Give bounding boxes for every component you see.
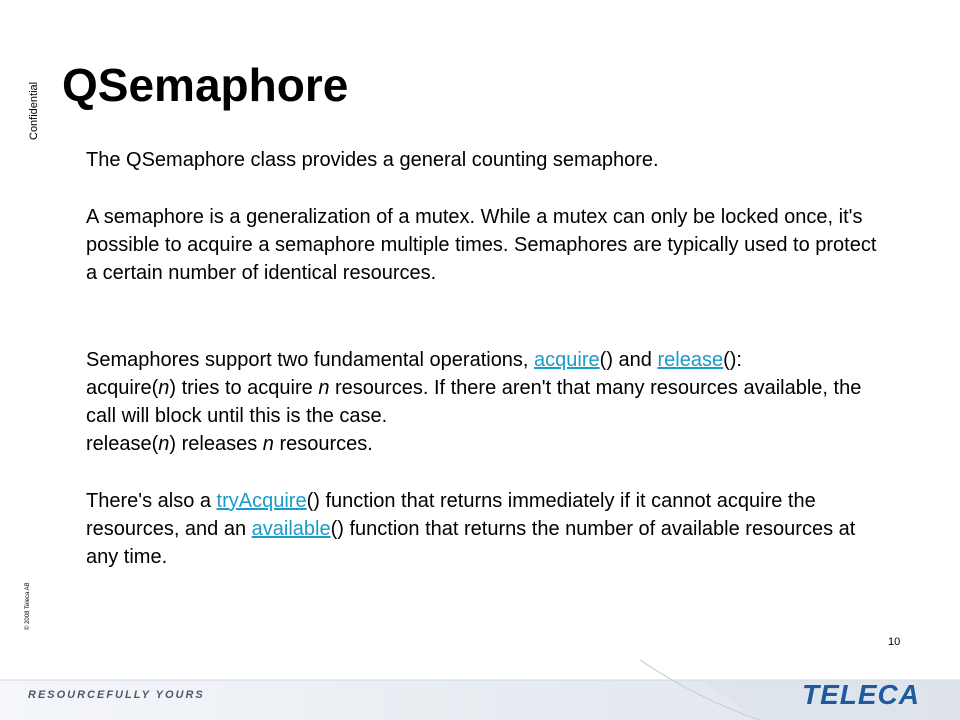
text-run: ) releases: [169, 433, 263, 455]
paragraph-intro: The QSemaphore class provides a general counting semaphore.: [86, 149, 659, 171]
text-run: ():: [723, 349, 742, 371]
text-run: acquire(: [86, 377, 159, 399]
link-release[interactable]: release: [657, 349, 724, 371]
slide-title: QSemaphore: [62, 59, 349, 111]
text-run: () and: [599, 349, 658, 371]
paragraph-tryacquire: [86, 487, 886, 571]
footer-band: [0, 660, 960, 720]
text-run: Semaphores support two fundamental operations,: [86, 349, 535, 371]
paragraph-operations: [86, 346, 886, 458]
italic-n: n: [158, 433, 170, 455]
svg-text:TELECA: TELECA: [802, 679, 920, 710]
text-run: resources. If there aren't that many resources available, the call will block until this is the case.: [86, 377, 862, 427]
teleca-logo: [800, 675, 932, 711]
page-number: 10: [888, 636, 901, 648]
link-available[interactable]: available: [251, 518, 331, 540]
text-run: ) tries to acquire: [169, 377, 319, 399]
text-run: () function that returns immediately if it cannot acquire the resources, and an: [86, 490, 816, 540]
text-run: release(: [86, 433, 159, 455]
link-acquire[interactable]: acquire: [534, 349, 600, 371]
text-run: () function that returns the number of available resources at any time.: [86, 518, 856, 568]
italic-n: n: [318, 377, 330, 399]
copyright-label: © 2008 Teleca AB: [25, 582, 31, 630]
text-run: There's also a: [86, 490, 217, 512]
italic-n: n: [262, 433, 274, 455]
link-tryacquire[interactable]: tryAcquire: [216, 490, 307, 512]
text-run: resources.: [273, 433, 373, 455]
footer-slogan: RESOURCEFULLY YOURS: [28, 689, 205, 701]
confidential-label: Confidential: [28, 81, 40, 140]
italic-n: n: [158, 377, 170, 399]
paragraph-definition: A semaphore is a generalization of a mutex. While a mutex can only be locked once, it's possible to acquire a semaphore multiple times. Semaphores are typically used to protect a certain number of identical resources.: [86, 206, 877, 284]
